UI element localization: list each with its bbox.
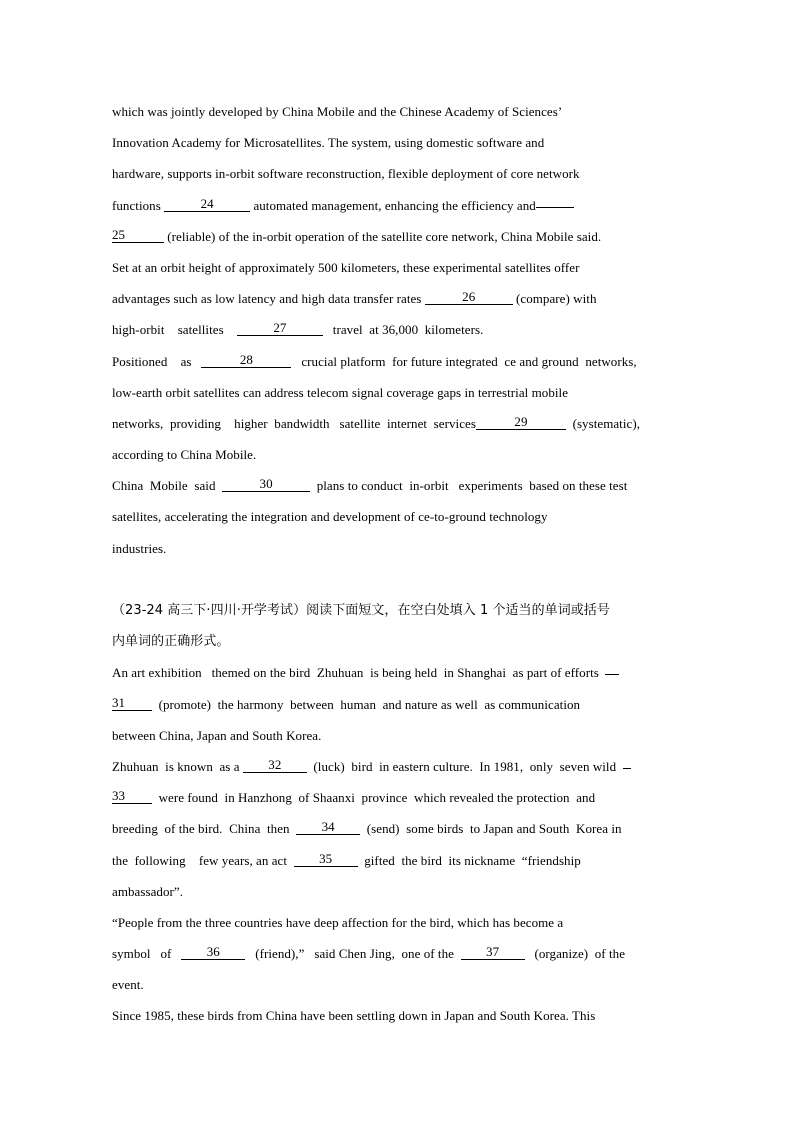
blank-28: 28: [201, 353, 291, 368]
text: “People from the three countries have deep affection for the bird, which has become a: [112, 914, 564, 930]
text: between China, Japan and South Korea.: [112, 727, 322, 743]
text-line: [112, 408, 682, 439]
text: were found in Hanzhong of Shaanxi province which revealed the protection and: [152, 790, 596, 806]
blank-31: 31: [112, 696, 152, 711]
text: high-orbit satellites: [112, 322, 237, 338]
text-line: [112, 1000, 682, 1031]
text: functions: [112, 197, 165, 213]
text: (compare) with: [512, 291, 597, 307]
text-line: [112, 845, 682, 876]
text: crucial platform for future integrated ce and ground networks,: [291, 353, 637, 369]
text: breeding of the bird. China then: [112, 821, 297, 837]
document-page: [112, 96, 682, 1032]
blank-32: 32: [243, 758, 307, 773]
blank-underline: [536, 193, 574, 208]
paragraph-gap: [112, 564, 682, 595]
text: symbol of: [112, 946, 182, 962]
text: ambassador”.: [112, 883, 183, 899]
instruction-text: （23-24 高三下·四川·开学考试）阅读下面短文，在空白处填入 1 个适当的单词或括号: [112, 603, 610, 618]
instruction-text: 内单词的正确形式。: [112, 634, 230, 650]
text: satellites, accelerating the integration and development of ce-to-ground technology: [112, 509, 548, 525]
text: industries.: [112, 540, 167, 556]
blank-35: 35: [294, 852, 358, 867]
blank-underline: [605, 660, 619, 675]
text-line: [112, 876, 682, 907]
text-line: [112, 969, 682, 1000]
text: low-earth orbit satellites can address telecom signal coverage gaps in terrestrial mobile: [112, 384, 569, 400]
text: (friend),” said Chen Jing, one of the: [245, 946, 461, 962]
text: networks, providing higher bandwidth satellite internet services: [112, 415, 476, 431]
text: (send) some birds to Japan and South Korea in: [360, 821, 622, 837]
text: Since 1985, these birds from China have been settling down in Japan and South Korea. This: [112, 1008, 596, 1024]
text-line: [112, 720, 682, 751]
text-line: [112, 314, 682, 345]
text-line: [112, 252, 682, 283]
text: event.: [112, 977, 144, 993]
text-line: [112, 938, 682, 969]
text: which was jointly developed by China Mobile and the Chinese Academy of Sciences’: [112, 104, 563, 119]
text: (organize) of the: [524, 946, 626, 962]
text-line: [112, 127, 682, 158]
text-line: [112, 689, 682, 720]
text: Set at an orbit height of approximately 500 kilometers, these experimental satellites offer: [112, 259, 580, 275]
text: An art exhibition themed on the bird Zhuhuan is being held in Shanghai as part of efforts: [112, 665, 606, 681]
text: Positioned as: [112, 353, 202, 369]
text: hardware, supports in-orbit software reconstruction, flexible deployment of core network: [112, 166, 580, 182]
text-line: [112, 283, 682, 314]
instruction-line: [112, 595, 682, 626]
blank-37: 37: [461, 945, 525, 960]
text: (reliable) of the in-orbit operation of the satellite core network, China Mobile said.: [164, 228, 602, 244]
text: (systematic),: [565, 415, 641, 431]
instruction-line: [112, 626, 682, 657]
text: (promote) the harmony between human and nature as well as communication: [152, 696, 581, 712]
text-line: [112, 158, 682, 189]
text: (luck) bird in eastern culture. In 1981, only seven wild: [306, 758, 623, 774]
text: plans to conduct in-orbit experiments based on these test: [310, 478, 628, 494]
text: according to China Mobile.: [112, 447, 257, 463]
blank-33: 33: [112, 789, 152, 804]
blank-24: 24: [164, 197, 250, 212]
text-line: [112, 657, 682, 688]
blank-30: 30: [222, 477, 310, 492]
text: automated management, enhancing the efficiency and: [250, 197, 536, 213]
text-line: [112, 501, 682, 532]
text-line: [112, 221, 682, 252]
blank-34: 34: [296, 820, 360, 835]
text-line: [112, 96, 682, 127]
text: advantages such as low latency and high data transfer rates: [112, 291, 425, 307]
text: the following few years, an act: [112, 852, 294, 868]
blank-36: 36: [181, 945, 245, 960]
blank-29: 29: [476, 415, 566, 430]
text-line: [112, 190, 682, 221]
blank-25: 25: [112, 228, 164, 243]
text-line: [112, 813, 682, 844]
text-line: [112, 439, 682, 470]
text: Innovation Academy for Microsatellites. The system, using domestic software and: [112, 135, 545, 151]
text-line: [112, 782, 682, 813]
blank-27: 27: [237, 321, 323, 336]
text-line: [112, 907, 682, 938]
text: China Mobile said: [112, 478, 223, 494]
text-line: [112, 470, 682, 501]
text: travel at 36,000 kilometers.: [322, 322, 484, 338]
blank-underline: [623, 754, 631, 769]
text-line: [112, 377, 682, 408]
text: Zhuhuan is known as a: [112, 758, 243, 774]
blank-26: 26: [425, 290, 513, 305]
text-line: [112, 346, 682, 377]
text-line: [112, 751, 682, 782]
text: gifted the bird its nickname “friendship: [357, 852, 581, 868]
text-line: [112, 533, 682, 564]
